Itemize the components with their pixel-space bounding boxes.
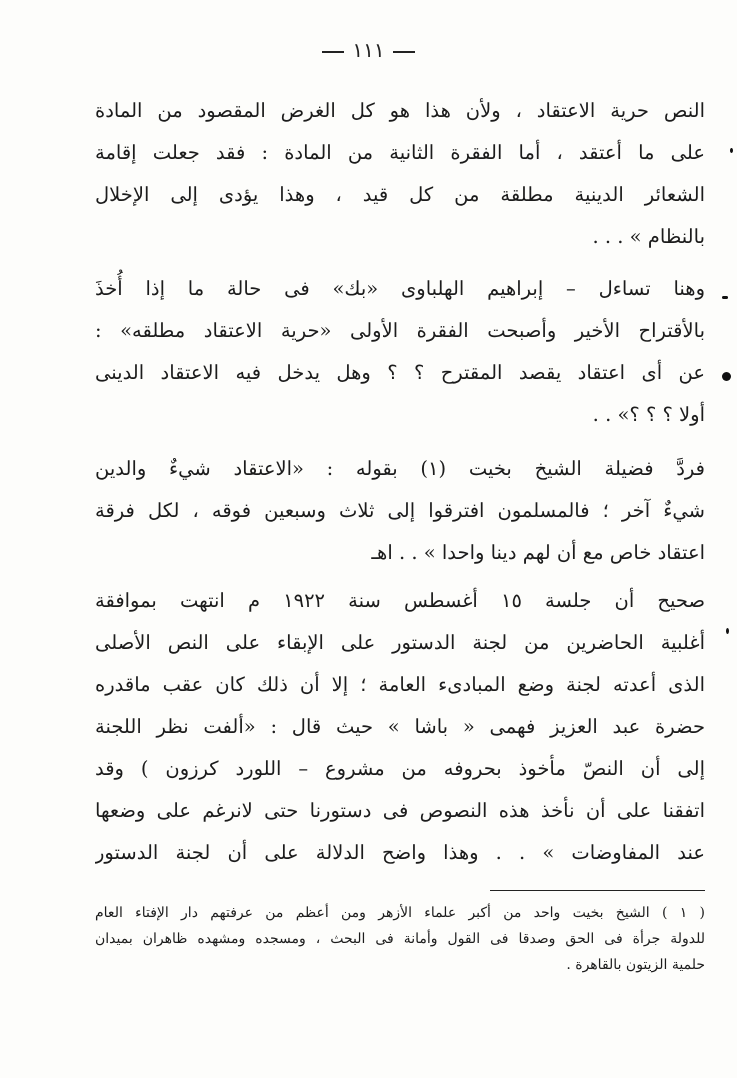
footnote-divider <box>490 890 705 891</box>
text-line: اتفقنا على أن نأخذ هذه النصوص فى دستورنا حتى لانرغم على وضعها <box>95 799 705 822</box>
text-line: النص حرية الاعتقاد ، ولأن هذا هو كل الغرض المقصود من المادة <box>95 99 705 122</box>
text-line: فردَّ فضيلة الشيخ بخيت (١) بقوله : «الاعتقاد شيءٌ والدين <box>95 457 705 480</box>
paragraph-4 <box>95 580 705 874</box>
margin-ink-spot <box>722 296 728 299</box>
footnote-line: للدولة جرأة فى الحق وصدقا فى القول وأمانة فى البحث ، ومسجده ومشهده ظاهران بميدان <box>95 931 705 947</box>
footnote <box>95 900 705 978</box>
text-line: بالنظام » . . . <box>592 225 705 248</box>
page-number-text: ١١١ <box>352 38 385 62</box>
text-line: أولا ؟ ؟ ؟» . . <box>592 403 705 426</box>
text-line: الشعائر الدينية مطلقة من كل قيد ، وهذا يؤدى إلى الإخلال <box>95 183 705 206</box>
text-line: بالأقتراح الأخير وأصبحت الفقرة الأولى «حرية الاعتقاد مطلقه» : <box>95 319 705 342</box>
paragraph-2 <box>95 268 705 436</box>
footnote-line: ( ١ ) الشيخ بخيت واحد من أكبر علماء الأزهر ومن أعظم من عرفتهم دار الإفتاء العام <box>95 905 705 921</box>
text-line: عند المفاوضات » . . وهذا واضح الدلالة على أن لجنة الدستور <box>95 841 705 864</box>
text-line: وهنا تساءل – إبراهيم الهلباوى «بك» فى حالة ما إذا أُخذَ <box>95 277 705 300</box>
margin-ink-spot <box>730 148 733 153</box>
text-line: عن أى اعتقاد يقصد المقترح ؟ ؟ وهل يدخل فيه الاعتقاد الدينى <box>95 361 705 384</box>
page-number-dash-right <box>393 51 415 53</box>
text-line: اعتقاد خاص مع أن لهم دينا واحدا » . . اهـ <box>371 541 705 564</box>
text-line: صحيح أن جلسة ١٥ أغسطس سنة ١٩٢٢ م انتهت بموافقة <box>95 589 705 612</box>
text-line: حضرة عبد العزيز فهمى « باشا » حيث قال : «ألفت نظر اللجنة <box>95 715 705 738</box>
paragraph-3 <box>95 448 705 574</box>
paragraph-1 <box>95 90 705 258</box>
footnote-line: حلمية الزيتون بالقاهرة . <box>566 957 705 973</box>
text-line: على ما أعتقد ، أما الفقرة الثانية من المادة : فقد جعلت إقامة <box>95 141 705 164</box>
page-number <box>0 38 737 62</box>
text-line: إلى أن النصّ مأخوذ بحروفه من مشروع – اللورد كرزون ) وقد <box>95 757 705 780</box>
text-line: الذى أعدته لجنة وضع المبادىء العامة ؛ إلا أن ذلك كان عقب ماقدره <box>95 673 705 696</box>
page-number-dash-left <box>322 51 344 53</box>
text-line: شيءٌ آخر ؛ فالمسلمون افترقوا إلى ثلاث وسبعين فوقه ، لكل فرقة <box>95 499 705 522</box>
margin-ink-spot <box>722 372 731 381</box>
text-line: أغلبية الحاضرين من لجنة الدستور على الإبقاء على النص الأصلى <box>95 631 705 654</box>
margin-ink-spot <box>726 628 729 634</box>
